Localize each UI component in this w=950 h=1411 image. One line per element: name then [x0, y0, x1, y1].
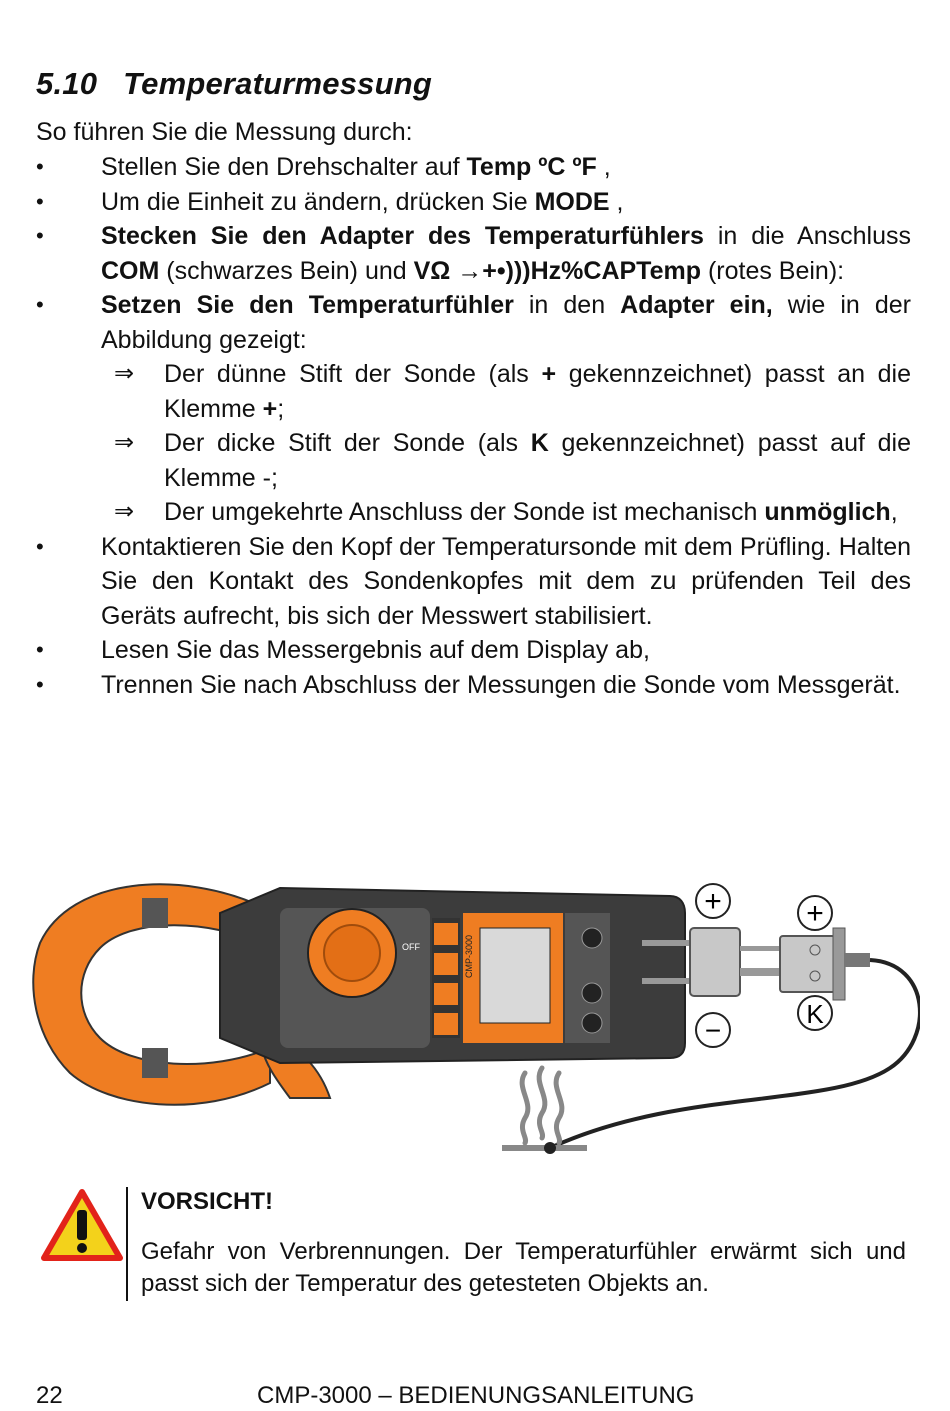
step-text: (rotes Bein):	[701, 256, 845, 285]
step-6	[36, 633, 911, 668]
bullet: •	[36, 188, 44, 214]
jaw-label-top	[142, 898, 168, 928]
button	[434, 1013, 458, 1035]
step-text: Der umgekehrte Anschluss der Sonde ist mechanisch	[164, 498, 765, 526]
input-terminal	[582, 928, 602, 948]
footer-title: CMP-3000 – BEDIENUNGSANLEITUNG	[257, 1382, 695, 1409]
step-bold: K	[530, 429, 549, 457]
button	[434, 983, 458, 1005]
bullet: •	[36, 533, 44, 559]
page-number: 22	[36, 1382, 63, 1409]
step-bold: +	[262, 394, 278, 423]
k-label: K	[806, 999, 824, 1029]
probe-plug	[780, 928, 870, 1000]
bullet: •	[36, 671, 44, 697]
substep-2	[36, 426, 911, 495]
step-text: ,	[609, 187, 624, 216]
jaw-label-bottom	[142, 1048, 168, 1078]
step-text: (schwarzes Bein) und	[159, 256, 414, 285]
step-text: Um die Einheit zu ändern, drücken Sie	[101, 187, 535, 216]
bullet: •	[36, 637, 44, 662]
step-5	[36, 530, 911, 634]
step-bold: Temp ºC ºF	[466, 153, 597, 181]
terminal-label: VΩ →+•)))Hz%CAPTemp	[413, 256, 701, 285]
section-title: Temperaturmessung	[123, 66, 433, 101]
plus-label: +	[704, 885, 722, 918]
step-bold: Stecken Sie den Adapter des Temperaturfühlers	[101, 222, 704, 250]
step-1	[36, 150, 911, 185]
com-terminal	[582, 983, 602, 1003]
step-text: Trennen Sie nach Abschluss der Messungen die Sonde vom Messgerät.	[101, 670, 901, 699]
step-text: Stellen Sie den Drehschalter auf	[101, 153, 467, 181]
step-text: gekennzeichnet) passt auf die Klemme -;	[164, 429, 911, 492]
section-heading	[36, 66, 432, 102]
meter-body	[220, 888, 685, 1063]
button	[434, 923, 458, 945]
step-bold: COM	[101, 256, 160, 285]
step-bold: MODE	[534, 187, 610, 216]
step-text: gekennzeichnet) passt an die Klemme	[164, 360, 911, 423]
step-bold: Adapter ein,	[620, 291, 773, 319]
step-text: Der dünne Stift der Sonde (als	[164, 360, 542, 388]
button	[434, 953, 458, 975]
step-text: ;	[277, 394, 285, 423]
section-number: 5.10	[36, 66, 98, 101]
step-bold: Setzen Sie den Temperaturfühler	[101, 291, 514, 319]
intro-text: So führen Sie die Messung durch:	[36, 118, 413, 146]
step-bold: +	[541, 360, 557, 388]
step-text: wie in der Abbildung gezeigt:	[101, 291, 911, 354]
warning-divider	[126, 1187, 128, 1301]
arrow-icon: ⇒	[114, 360, 135, 387]
step-text: in die Anschluss	[703, 222, 912, 250]
step-3	[36, 219, 911, 288]
steps-list	[36, 150, 911, 702]
step-text: Lesen Sie das Messergebnis auf dem Display ab,	[101, 636, 650, 664]
step-text: ,	[596, 153, 611, 181]
input-terminal	[582, 1013, 602, 1033]
warning-text: Gefahr von Verbrennungen. Der Temperaturfühler erwärmt sich und passt sich der Temperatur des getesteten Objekts an.	[141, 1238, 906, 1297]
step-text: ,	[890, 498, 898, 526]
display	[480, 928, 550, 1023]
step-text: in den	[513, 291, 621, 319]
dial-off-label: OFF	[402, 942, 420, 952]
substep-1	[36, 357, 911, 426]
probe-tip	[544, 1142, 556, 1154]
warning-title: VORSICHT!	[141, 1188, 273, 1215]
temperature-measurement-illustration	[30, 868, 920, 1158]
step-7	[36, 668, 911, 703]
plus-label: +	[806, 897, 824, 930]
bullet: •	[36, 154, 44, 179]
substep-3	[36, 495, 911, 530]
heat-icon	[522, 1068, 562, 1143]
step-2	[36, 185, 911, 220]
step-text: Kontaktieren Sie den Kopf der Temperatursonde mit dem Prüfling. Halten Sie den Kontakt des Sondenkopfes mit dem zu prüfenden Teil des Geräts aufrecht, bis sich der Messwert stabilisiert.	[101, 532, 911, 630]
minus-label: −	[704, 1015, 722, 1046]
warning-icon	[40, 1188, 124, 1262]
bullet: •	[36, 223, 44, 248]
bullet: •	[36, 292, 44, 317]
arrow-icon: ⇒	[114, 429, 135, 456]
step-bold: unmöglich	[764, 498, 891, 526]
step-text: Der dicke Stift der Sonde (als	[164, 429, 531, 457]
device-model: CMP-3000	[464, 934, 474, 978]
step-4	[36, 288, 911, 357]
arrow-icon: ⇒	[114, 498, 135, 525]
